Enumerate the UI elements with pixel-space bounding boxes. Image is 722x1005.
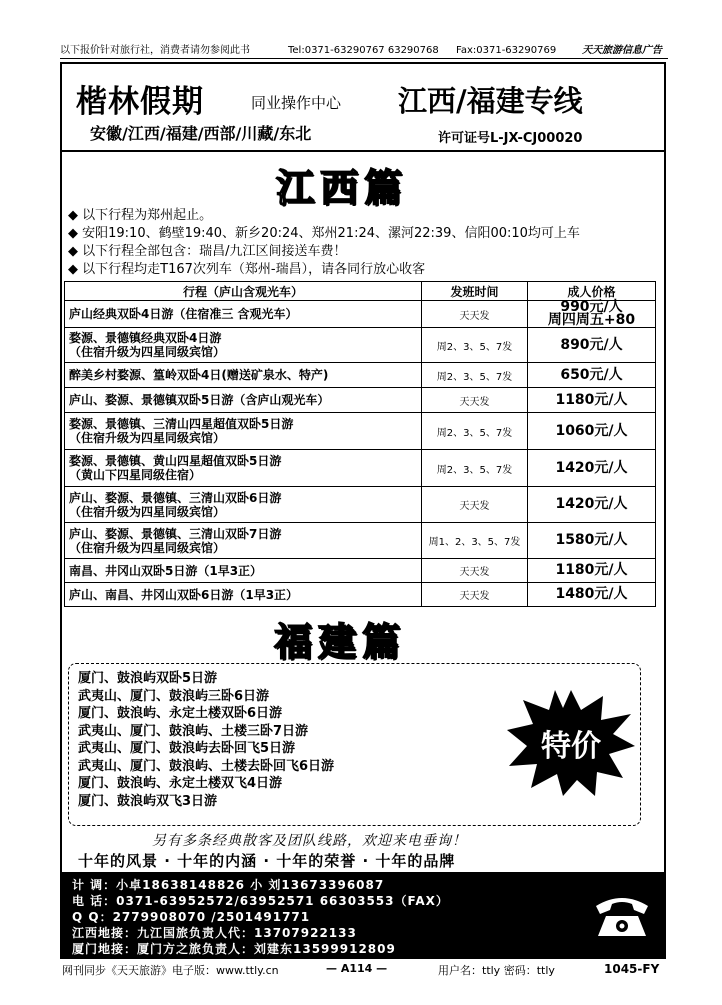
- table-header-row: [65, 282, 656, 301]
- schedule-cell: 周1、2、3、5、7发: [422, 523, 528, 559]
- price-cell: 1580元/人: [528, 523, 656, 559]
- contact-line: 电 话：0371-63952572/63952571 66303553（FAX）: [72, 894, 449, 908]
- page-number: — A114 —: [326, 962, 388, 975]
- route-cell: 庐山经典双卧4日游（住宿准三 含观光车）: [65, 301, 422, 328]
- list-item: 厦门、鼓浪屿、永定土楼双卧6日游: [78, 706, 283, 721]
- route-cell: 婺源、景德镇经典双卧4日游 （住宿升级为四星同级宾馆）: [65, 328, 422, 363]
- contact-line: 计 调：小卓18638148826 小 刘13673396087: [72, 878, 385, 892]
- route-cell: 醉美乡村婺源、篁岭双卧4日(赠送矿泉水、特产): [65, 363, 422, 388]
- note-line: ◆ 以下行程均走T167次列车（郑州-瑞昌），请各同行放心收客: [68, 262, 426, 277]
- table-row: [65, 523, 656, 559]
- route-cell: 庐山、婺源、景德镇、三清山双卧6日游 （住宿升级为四星同级宾馆）: [65, 487, 422, 523]
- jiangxi-section-title: 江西篇: [276, 166, 409, 210]
- price-cell: 650元/人: [528, 363, 656, 388]
- special-price-label: 特价: [541, 729, 601, 764]
- price-cell: 1480元/人: [528, 583, 656, 607]
- list-item: 厦门、鼓浪屿、永定土楼双飞4日游: [78, 776, 283, 791]
- publisher-text: 天天旅游信息广告: [582, 45, 662, 56]
- jiangxi-notes: [68, 207, 580, 279]
- account-text: 用户名：ttly 密码：ttly: [438, 964, 555, 977]
- route-cell: 南昌、井冈山双卧5日游（1早3正）: [65, 559, 422, 583]
- route-cell: 庐山、南昌、井冈山双卧6日游（1早3正）: [65, 583, 422, 607]
- top-info-bar: [60, 44, 668, 59]
- contact-line: Q Q：2779908070 /2501491771: [72, 910, 311, 924]
- fax-text: Fax:0371-63290769: [456, 45, 557, 56]
- online-sync-text: 网刊同步《天天旅游》电子版：www.ttly.cn: [62, 964, 279, 977]
- table-row: [65, 487, 656, 523]
- table-row: [65, 583, 656, 607]
- note-line: ◆ 以下行程为郑州起止。: [68, 208, 213, 223]
- price-cell: 990元/人 周四周五+80: [528, 301, 656, 328]
- list-item: 武夷山、厦门、鼓浪屿三卧6日游: [78, 688, 270, 704]
- list-item: 厦门、鼓浪屿双飞3日游: [78, 793, 218, 809]
- more-routes-text: 另有多条经典散客及团队线路，欢迎来电垂询！: [152, 833, 467, 849]
- table-row: [65, 559, 656, 583]
- header-divider: [60, 150, 666, 152]
- brand-name: 楷林假期: [76, 84, 204, 120]
- table-row: [65, 450, 656, 487]
- schedule-cell: 天天发: [422, 301, 528, 328]
- regions-text: 安徽/江西/福建/西部/川藏/东北: [90, 124, 312, 143]
- header-route: 行程（庐山含观光车）: [65, 282, 422, 301]
- route-cell: 婺源、景德镇、黄山四星超值双卧5日游 （黄山下四星同级住宿）: [65, 450, 422, 487]
- table-row: [65, 328, 656, 363]
- license-number: 许可证号L-JX-CJ00020: [438, 131, 583, 146]
- schedule-cell: 周2、3、5、7发: [422, 413, 528, 450]
- schedule-cell: 周2、3、5、7发: [422, 450, 528, 487]
- list-item: 武夷山、厦门、鼓浪屿、土楼去卧回飞6日游: [78, 758, 335, 774]
- note-line: ◆ 以下行程全部包含：瑞昌/九江区间接送车费！: [68, 244, 347, 259]
- price-cell: 890元/人: [528, 328, 656, 363]
- list-item: 武夷山、厦门、鼓浪屿去卧回飞5日游: [78, 741, 296, 756]
- route-cell: 庐山、婺源、景德镇双卧5日游（含庐山观光车）: [65, 388, 422, 413]
- list-item: 厦门、鼓浪屿双卧5日游: [78, 671, 218, 686]
- price-cell: 1420元/人: [528, 450, 656, 487]
- header-schedule: 发班时间: [422, 282, 528, 301]
- ad-code: 1045-FY: [604, 962, 660, 976]
- schedule-cell: 天天发: [422, 388, 528, 413]
- slogan-text: 十年的风景 · 十年的内涵 · 十年的荣誉 · 十年的品牌: [78, 852, 456, 870]
- telephone-icon: [592, 890, 652, 940]
- agency-only-note: 以下报价针对旅行社，消费者请勿参阅此书: [60, 45, 250, 56]
- table-row: [65, 301, 656, 328]
- price-cell: 1180元/人: [528, 559, 656, 583]
- schedule-cell: 天天发: [422, 487, 528, 523]
- contact-line: 江西地接：九江国旅负责人代：13707922133: [72, 926, 357, 940]
- contact-block: [62, 872, 664, 957]
- jiangxi-route-table: [64, 281, 656, 607]
- table-row: [65, 413, 656, 450]
- phone-text: Tel:0371-63290767 63290768: [288, 45, 439, 56]
- price-cell: 1420元/人: [528, 487, 656, 523]
- route-title: 江西/福建专线: [398, 84, 583, 118]
- route-cell: 庐山、婺源、景德镇、三清山双卧7日游 （住宿升级为四星同级宾馆）: [65, 523, 422, 559]
- header-price: 成人价格: [528, 282, 656, 301]
- table-row: [65, 363, 656, 388]
- fujian-route-list: [78, 670, 334, 810]
- note-line: ◆ 安阳19:10、鹤壁19:40、新乡20:24、郑州21:24、漯河22:39、信阳00:10均可上车: [68, 226, 580, 241]
- special-price-burst: [505, 688, 637, 798]
- list-item: 武夷山、厦门、鼓浪屿、土楼三卧7日游: [78, 723, 309, 739]
- table-row: [65, 388, 656, 413]
- price-cell: 1180元/人: [528, 388, 656, 413]
- fujian-section-title: 福建篇: [274, 620, 407, 664]
- schedule-cell: 天天发: [422, 583, 528, 607]
- contact-line: 厦门地接：厦门方之旅负责人：刘建东13599912809: [72, 942, 396, 956]
- route-cell: 婺源、景德镇、三清山四星超值双卧5日游 （住宿升级为四星同级宾馆）: [65, 413, 422, 450]
- schedule-cell: 周2、3、5、7发: [422, 328, 528, 363]
- schedule-cell: 周2、3、5、7发: [422, 363, 528, 388]
- brand-center: 同业操作中心: [251, 94, 342, 112]
- price-cell: 1060元/人: [528, 413, 656, 450]
- schedule-cell: 天天发: [422, 559, 528, 583]
